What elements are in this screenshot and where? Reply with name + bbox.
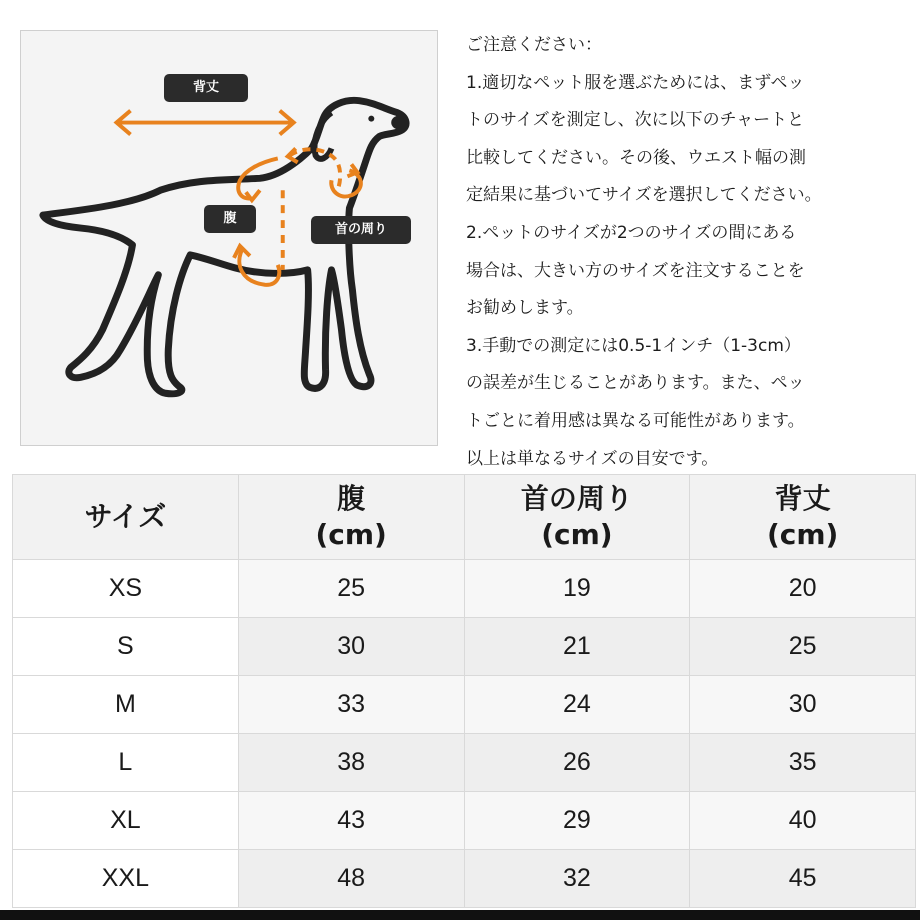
neck-cell: 24 <box>464 676 690 734</box>
table-row <box>13 734 916 792</box>
table-row <box>13 560 916 618</box>
size-cell: M <box>13 676 239 734</box>
notes-line: トのサイズを測定し、次に以下のチャートと <box>466 110 805 131</box>
table-row <box>13 850 916 908</box>
back-length-label: 背丈 <box>164 74 248 102</box>
neck-cell: 21 <box>464 618 690 676</box>
neck-label: 首の周り <box>311 216 411 244</box>
size-cell: S <box>13 618 239 676</box>
size-cell: XS <box>13 560 239 618</box>
notes-heading: ご注意ください： <box>466 35 602 55</box>
neck-cell: 29 <box>464 792 690 850</box>
back-length-cell: 35 <box>690 734 916 792</box>
belly-cell: 30 <box>238 618 464 676</box>
notes-line: 1.適切なペット服を選ぶためには、まずペッ <box>466 72 805 93</box>
back-length-cell: 30 <box>690 676 916 734</box>
notes-line: お勧めします。 <box>466 298 584 319</box>
belly-cell: 38 <box>238 734 464 792</box>
bottom-border-bar <box>0 910 920 920</box>
header-size: サイズ <box>13 475 239 560</box>
table-row <box>13 676 916 734</box>
size-chart-table <box>12 474 916 908</box>
back-length-cell: 40 <box>690 792 916 850</box>
header-neck: 首の周り (cm) <box>464 475 690 560</box>
back-length-cell: 25 <box>690 618 916 676</box>
neck-cell: 26 <box>464 734 690 792</box>
belly-cell: 25 <box>238 560 464 618</box>
neck-cell: 32 <box>464 850 690 908</box>
neck-cell: 19 <box>464 560 690 618</box>
header-belly: 腹 (cm) <box>238 475 464 560</box>
notes-line: の誤差が生じることがあります。また、ペッ <box>466 373 805 394</box>
notes-line: 2.ペットのサイズが2つのサイズの間にある <box>466 222 797 243</box>
back-length-cell: 20 <box>690 560 916 618</box>
sizing-notes <box>466 27 918 478</box>
size-cell: XXL <box>13 850 239 908</box>
belly-label: 腹 <box>204 205 256 233</box>
belly-cell: 48 <box>238 850 464 908</box>
notes-line: 3.手動での測定には0.5-1インチ（1-3cm） <box>466 335 801 356</box>
notes-line: 以上は単なるサイズの目安です。 <box>466 448 719 469</box>
table-header-row <box>13 475 916 560</box>
notes-line: トごとに着用感は異なる可能性があります。 <box>466 410 805 431</box>
back-length-cell: 45 <box>690 850 916 908</box>
dog-measurement-diagram <box>20 30 438 446</box>
notes-line: 場合は、大きい方のサイズを注文することを <box>466 260 805 281</box>
header-back-length: 背丈 (cm) <box>690 475 916 560</box>
table-row <box>13 792 916 850</box>
size-cell: XL <box>13 792 239 850</box>
size-cell: L <box>13 734 239 792</box>
belly-cell: 33 <box>238 676 464 734</box>
notes-line: 比較してください。その後、ウエスト幅の測 <box>466 147 806 168</box>
table-row <box>13 618 916 676</box>
belly-cell: 43 <box>238 792 464 850</box>
notes-line: 定結果に基づいてサイズを選択してください。 <box>466 185 822 206</box>
